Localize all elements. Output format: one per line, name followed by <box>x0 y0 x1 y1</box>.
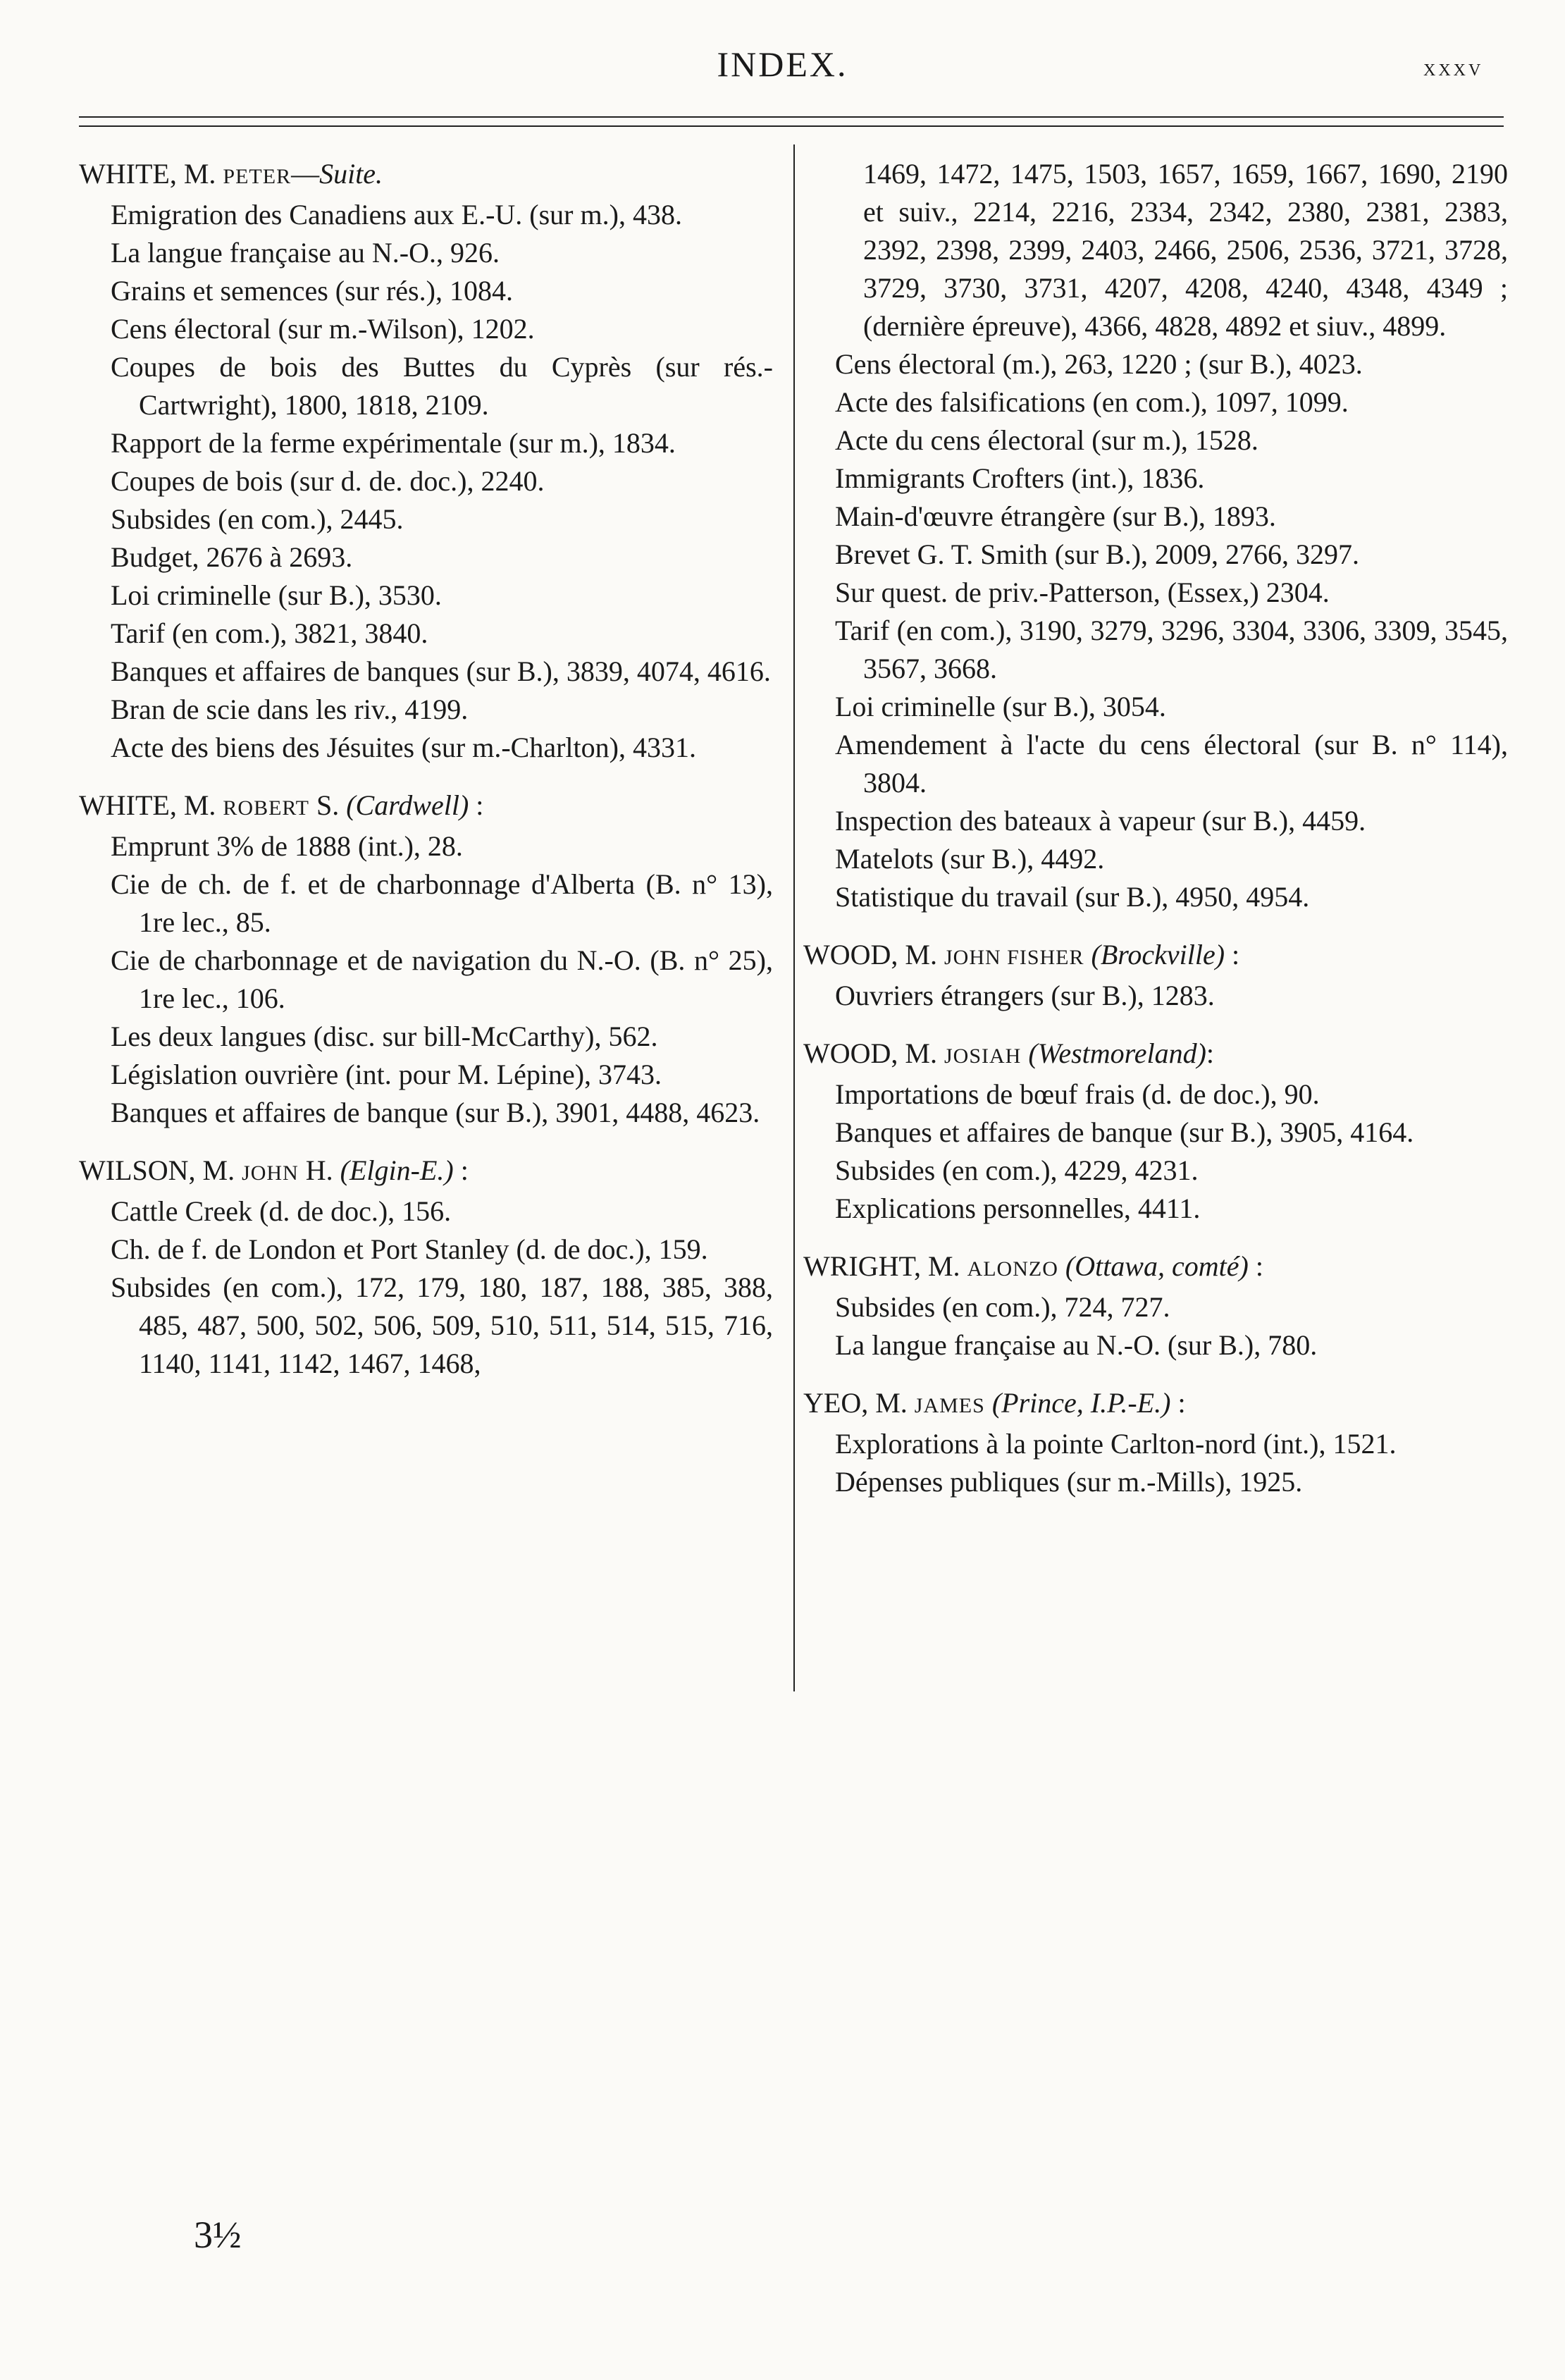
sub-entry: Banques et affaires de banque (sur B.), 3905, 4164. <box>835 1116 1414 1148</box>
header-rule <box>79 125 1504 127</box>
name-prefix: WRIGHT, M. <box>803 1250 967 1282</box>
constituency: (Brockville) <box>1091 939 1225 970</box>
sub-entry: Explications personnelles, 4411. <box>835 1192 1201 1224</box>
page-number: xxxv <box>1423 55 1484 81</box>
entry-name <box>803 1035 1508 1075</box>
name-prefix: YEO, M. <box>803 1387 915 1419</box>
constituency: (Elgin-E.) <box>340 1154 454 1186</box>
constituency: (Prince, I.P.-E.) <box>991 1387 1171 1419</box>
entry-name <box>79 1152 773 1192</box>
name-suffix <box>1058 1250 1065 1282</box>
header-rule <box>79 116 1504 118</box>
sub-entry: Ch. de f. de London et Port Stanley (d. de doc.), 159. <box>111 1233 708 1265</box>
sub-entry: La langue française au N.-O. (sur B.), 780. <box>835 1329 1318 1361</box>
index-entry <box>803 1384 1508 1501</box>
index-entry <box>79 1152 773 1383</box>
sub-entry: Emigration des Canadiens aux E.-U. (sur m.), 438. <box>111 199 682 230</box>
sub-entry: Grains et semences (sur rés.), 1084. <box>111 275 513 307</box>
name-small-caps: JOSIAH <box>944 1044 1022 1068</box>
name-small-caps: JOHN FISHER <box>944 946 1084 969</box>
sub-entry: Immigrants Crofters (int.), 1836. <box>835 462 1205 494</box>
name-prefix: WILSON, M. <box>79 1154 242 1186</box>
name-suffix: — <box>291 158 320 190</box>
sub-entry: Cens électoral (sur m.-Wilson), 1202. <box>111 313 535 345</box>
name-prefix: WOOD, M. <box>803 939 944 970</box>
name-small-caps: JAMES <box>914 1394 985 1417</box>
sub-entry: Tarif (en com.), 3190, 3279, 3296, 3304, 3306, 3309, 3545, 3567, 3668. <box>835 615 1508 684</box>
entry-name <box>803 1247 1508 1288</box>
entry-name <box>803 936 1508 977</box>
signature-mark: 3½ <box>194 2214 242 2256</box>
sub-entry: Tarif (en com.), 3821, 3840. <box>111 617 428 649</box>
entry-name <box>79 787 773 827</box>
name-prefix: WHITE, M. <box>79 158 223 190</box>
sub-entry: Main-d'œuvre étrangère (sur B.), 1893. <box>835 500 1276 532</box>
continuation-block <box>803 155 1508 916</box>
name-small-caps: ALONZO <box>967 1257 1058 1281</box>
sub-entry: Coupes de bois (sur d. de. doc.), 2240. <box>111 465 545 497</box>
name-after: : <box>1170 1387 1186 1419</box>
entry-name <box>803 1384 1508 1425</box>
sub-entry: Bran de scie dans les riv., 4199. <box>111 693 469 725</box>
name-after: : <box>1206 1037 1215 1069</box>
sub-entry: Emprunt 3% de 1888 (int.), 28. <box>111 830 463 862</box>
constituency: (Westmoreland) <box>1028 1037 1206 1069</box>
name-after: : <box>1248 1250 1263 1282</box>
sub-entry: Sur quest. de priv.-Patterson, (Essex,) 2304. <box>835 576 1330 608</box>
name-small-caps: ROBERT <box>223 796 309 820</box>
sub-entry: Brevet G. T. Smith (sur B.), 2009, 2766, 3297. <box>835 538 1360 570</box>
index-entry <box>79 787 773 1132</box>
sub-entry: Amendement à l'acte du cens électoral (sur B. n° 114), 3804. <box>835 729 1508 799</box>
sub-entry: Banques et affaires de banque (sur B.), 3901, 4488, 4623. <box>111 1097 760 1128</box>
sub-entry: Acte des falsifications (en com.), 1097, 1099. <box>835 386 1349 418</box>
sub-entry: Budget, 2676 à 2693. <box>111 541 353 573</box>
entry-name <box>79 155 773 196</box>
constituency: (Ottawa, comté) <box>1065 1250 1249 1282</box>
constituency: (Cardwell) <box>346 789 469 821</box>
constituency: Suite. <box>319 158 383 190</box>
sub-entry: Cie de charbonnage et de navigation du N.-O. (B. n° 25), 1re lec., 106. <box>111 944 773 1014</box>
sub-entry: Statistique du travail (sur B.), 4950, 4954. <box>835 881 1310 913</box>
index-entry <box>803 1035 1508 1228</box>
right-column <box>803 155 1508 1521</box>
sub-entry: Subsides (en com.), 172, 179, 180, 187, 188, 385, 388, 485, 487, 500, 502, 506, 509, 510, 511, 514, 515, 716, 1140, 1141, 1142, 1467, 1468, <box>111 1271 773 1379</box>
sub-entry: La langue française au N.-O., 926. <box>111 237 500 269</box>
name-suffix <box>985 1387 992 1419</box>
sub-entry: Ouvriers étrangers (sur B.), 1283. <box>835 980 1215 1011</box>
name-suffix <box>1084 939 1091 970</box>
name-after: : <box>1225 939 1240 970</box>
column-divider <box>793 144 795 1691</box>
sub-entry: Rapport de la ferme expérimentale (sur m.), 1834. <box>111 427 676 459</box>
sub-entry: Explorations à la pointe Carlton-nord (int.), 1521. <box>835 1428 1397 1460</box>
name-small-caps: PETER <box>223 165 292 188</box>
sub-entry: Cie de ch. de f. et de charbonnage d'Alberta (B. n° 13), 1re lec., 85. <box>111 868 773 938</box>
left-column <box>79 155 773 1402</box>
sub-entry: Loi criminelle (sur B.), 3054. <box>835 691 1166 722</box>
sub-entry: Matelots (sur B.), 4492. <box>835 843 1105 875</box>
sub-entry: Cens électoral (m.), 263, 1220 ; (sur B.), 4023. <box>835 348 1363 380</box>
sub-entry: Loi criminelle (sur B.), 3530. <box>111 579 442 611</box>
sub-entry: Inspection des bateaux à vapeur (sur B.), 4459. <box>835 805 1366 837</box>
index-entry <box>79 155 773 767</box>
name-suffix: H. <box>298 1154 340 1186</box>
sub-entry: Acte du cens électoral (sur m.), 1528. <box>835 424 1258 456</box>
sub-entry: Coupes de bois des Buttes du Cyprès (sur rés.-Cartwright), 1800, 1818, 2109. <box>111 351 773 421</box>
sub-entry: Cattle Creek (d. de doc.), 156. <box>111 1195 452 1227</box>
name-after: : <box>453 1154 469 1186</box>
name-suffix: S. <box>309 789 347 821</box>
sub-entry: Les deux langues (disc. sur bill-McCarthy), 562. <box>111 1021 658 1052</box>
name-small-caps: JOHN <box>242 1161 299 1185</box>
continued-sub-entry: 1469, 1472, 1475, 1503, 1657, 1659, 1667, 1690, 2190 et suiv., 2214, 2216, 2334, 2342, 2380, 2381, 2383, 2392, 2398, 2399, 2403, 2466, 2506, 2536, 3721, 3728, 3729, 3730, 3731, 4207, 4208, 4240, 4348, 4349 ; (dernière épreuve), 4366, 4828, 4892 et siuv., 4899. <box>863 158 1508 342</box>
sub-entry: Banques et affaires de banques (sur B.), 3839, 4074, 4616. <box>111 655 771 687</box>
index-entry <box>803 936 1508 1015</box>
sub-entry: Dépenses publiques (sur m.-Mills), 1925. <box>835 1466 1303 1498</box>
sub-entry: Subsides (en com.), 724, 727. <box>835 1291 1170 1323</box>
sub-entry: Subsides (en com.), 4229, 4231. <box>835 1154 1199 1186</box>
name-prefix: WOOD, M. <box>803 1037 944 1069</box>
index-entry <box>803 1247 1508 1364</box>
name-after: : <box>469 789 484 821</box>
sub-entry: Subsides (en com.), 2445. <box>111 503 404 535</box>
sub-entry: Acte des biens des Jésuites (sur m.-Charlton), 4331. <box>111 732 696 763</box>
sub-entry: Législation ouvrière (int. pour M. Lépine), 3743. <box>111 1059 662 1090</box>
page-title: INDEX. <box>717 44 848 84</box>
name-prefix: WHITE, M. <box>79 789 223 821</box>
name-suffix <box>1021 1037 1028 1069</box>
sub-entry: Importations de bœuf frais (d. de doc.), 90. <box>835 1078 1320 1110</box>
